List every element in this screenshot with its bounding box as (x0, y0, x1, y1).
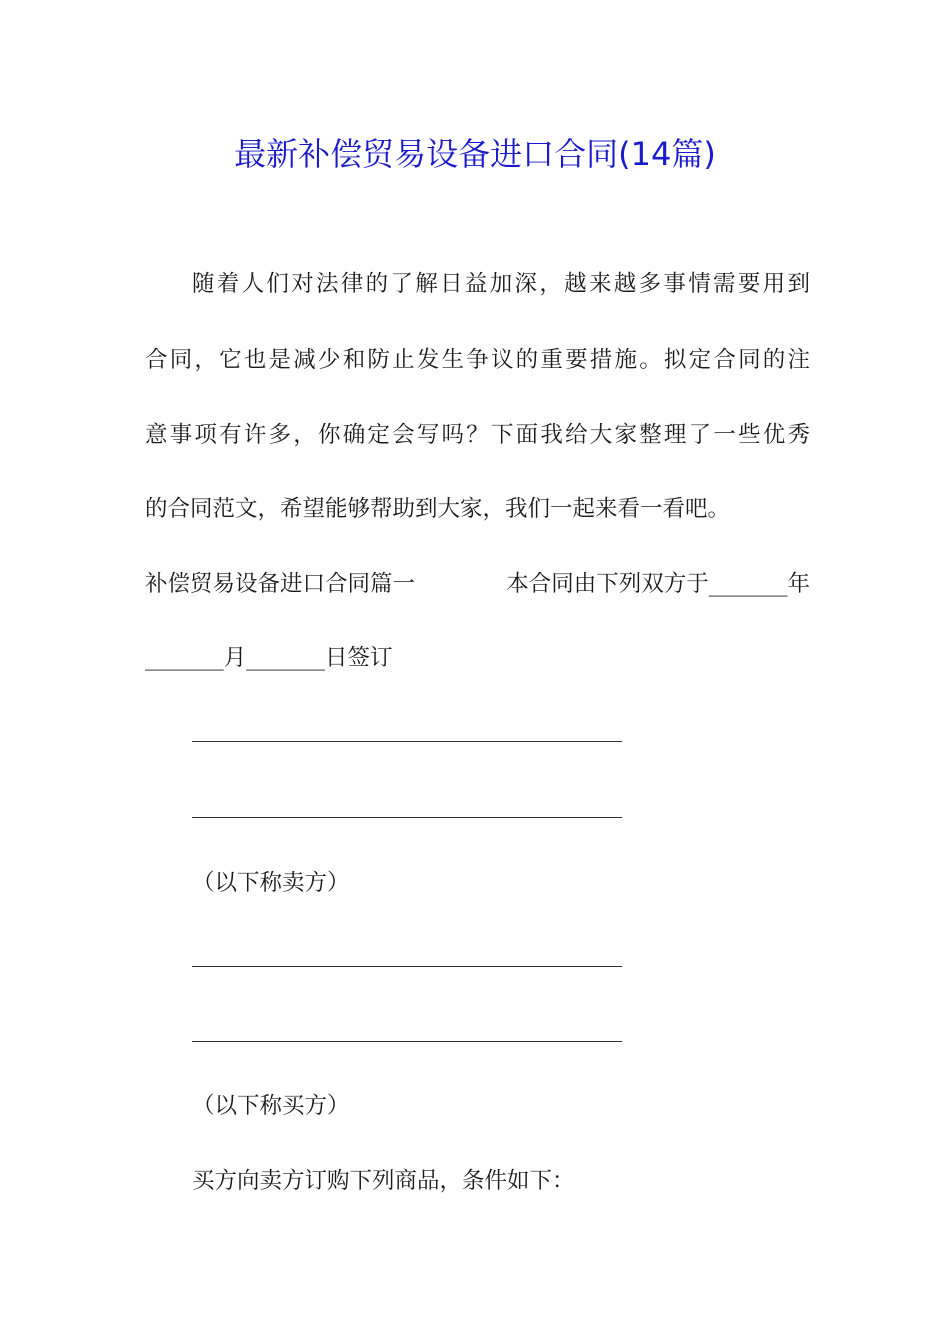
seller-label: （以下称卖方） (192, 870, 350, 896)
buyer-label: （以下称买方） (192, 1093, 350, 1119)
intro-line-2: 合同，它也是减少和防止发生争议的重要措施。拟定合同的注 (145, 347, 810, 373)
buyer-blank-line-1 (192, 966, 622, 967)
buyer-blank-line-2 (192, 1041, 622, 1042)
contract-date-line: 本合同由下列双方于_______年 (506, 571, 810, 597)
contract-date-line-continued: _______月_______日签订 (145, 645, 393, 671)
intro-line-3: 意事项有许多，你确定会写吗？下面我给大家整理了一些优秀 (145, 422, 810, 448)
section-heading: 补偿贸易设备进口合同篇一 (145, 571, 416, 597)
order-statement: 买方向卖方订购下列商品，条件如下： (192, 1168, 575, 1194)
intro-line-1: 随着人们对法律的了解日益加深，越来越多事情需要用到 (192, 271, 810, 297)
intro-line-4: 的合同范文，希望能够帮助到大家，我们一起来看一看吧。 (145, 496, 731, 522)
seller-blank-line-1 (192, 741, 622, 742)
seller-blank-line-2 (192, 817, 622, 818)
document-title: 最新补偿贸易设备进口合同(14篇) (234, 135, 716, 173)
